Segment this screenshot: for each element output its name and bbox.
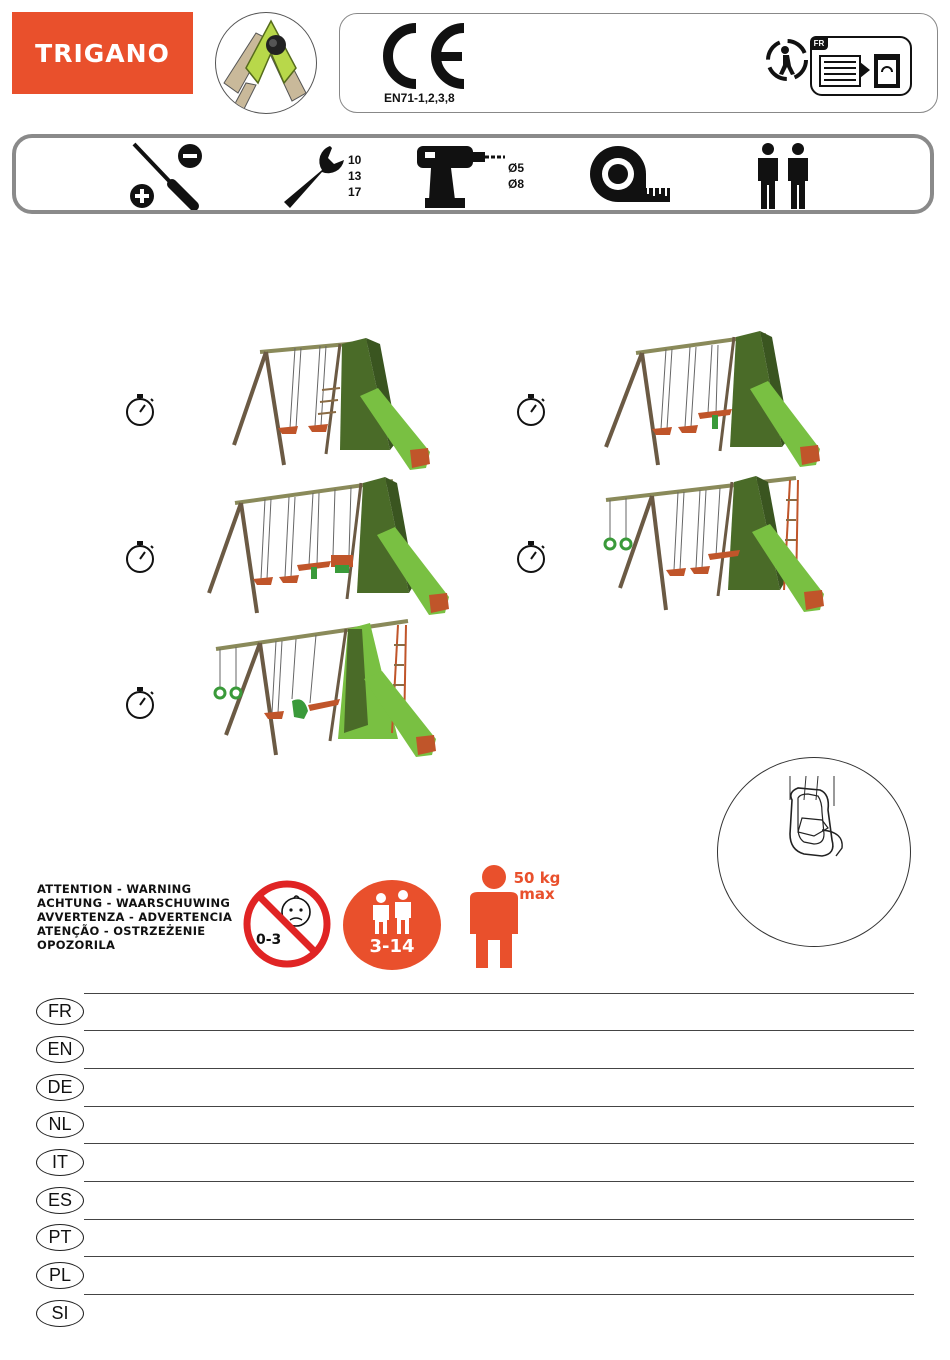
- warning-line-3: AVVERTENZA - ADVERTENCIA: [37, 910, 233, 924]
- lang-line-fr: [84, 1030, 914, 1031]
- warning-text-block: [37, 882, 232, 952]
- lang-line-pt: [84, 1256, 914, 1257]
- wrench-icon: [278, 142, 348, 210]
- max-weight-max: max: [519, 885, 555, 903]
- swing-config-3: [205, 473, 455, 618]
- timer-icon-4: [515, 539, 547, 575]
- triman-badge: [810, 36, 912, 96]
- drill-icon: [415, 142, 507, 210]
- lang-badge-de: DE: [36, 1074, 84, 1101]
- warning-line-1: ATTENTION - WARNING: [37, 882, 192, 896]
- lang-line-nl: [84, 1143, 914, 1144]
- ce-mark-icon: [380, 22, 470, 92]
- lang-separator-top: [84, 993, 914, 994]
- timer-icon-5: [124, 685, 156, 721]
- lang-line-en: [84, 1068, 914, 1069]
- swing-config-1: [230, 330, 435, 475]
- lang-badge-en: EN: [36, 1036, 84, 1063]
- standard-label: EN71-1,2,3,8: [384, 91, 455, 105]
- timer-icon-2: [515, 392, 547, 428]
- paper-bin-icon: [818, 52, 904, 90]
- warning-line-5: OPOZORILA: [37, 938, 116, 952]
- age-3-14-badge: [343, 880, 441, 970]
- screwdriver-icon: [128, 140, 208, 210]
- wrench-sizes: [348, 152, 361, 200]
- drill-bit-8: Ø8: [508, 177, 525, 191]
- bracket-part-illustration: [216, 13, 316, 113]
- lang-badge-pl: PL: [36, 1262, 84, 1289]
- warning-line-4: ATENÇÃO - OSTRZEŻENIE: [37, 924, 206, 938]
- lang-badge-nl: NL: [36, 1111, 84, 1138]
- lang-badge-it: IT: [36, 1149, 84, 1176]
- lang-line-de: [84, 1106, 914, 1107]
- swing-config-2: [600, 325, 825, 470]
- age-forbidden-label: 0-3: [256, 932, 282, 948]
- wrench-size-10: 10: [348, 153, 362, 167]
- wrench-size-17: 17: [348, 185, 362, 199]
- fr-badge-label: FR: [810, 36, 828, 50]
- lang-line-it: [84, 1181, 914, 1182]
- tape-measure-icon: [586, 144, 672, 206]
- recycling-person-icon: [765, 38, 809, 82]
- age-range-label: 3-14: [369, 936, 415, 957]
- lang-line-pl: [84, 1294, 914, 1295]
- timer-icon-3: [124, 539, 156, 575]
- wrench-size-13: 13: [348, 169, 362, 183]
- trigano-logo: TRIGANO: [12, 12, 193, 94]
- lang-line-es: [84, 1219, 914, 1220]
- drill-bits: [508, 160, 524, 192]
- children-icon: [369, 890, 417, 936]
- lang-badge-es: ES: [36, 1187, 84, 1214]
- age-0-3-prohibited-icon: [242, 880, 332, 968]
- baby-seat-detail-circle: [717, 757, 911, 947]
- drill-bit-5: Ø5: [508, 161, 525, 175]
- swing-config-4: [600, 470, 835, 615]
- two-persons-icon: [752, 141, 814, 211]
- part-detail-circle: [215, 12, 317, 114]
- warning-line-2: ACHTUNG - WAARSCHUWING: [37, 896, 231, 910]
- lang-badge-si: SI: [36, 1300, 84, 1327]
- max-weight-value: 50 kg: [513, 869, 561, 887]
- lang-badge-fr: FR: [36, 998, 84, 1025]
- swing-config-5: [212, 615, 444, 760]
- lang-badge-pt: PT: [36, 1224, 84, 1251]
- timer-icon-1: [124, 392, 156, 428]
- max-weight-label: [506, 870, 568, 902]
- baby-seat-illustration: [718, 758, 910, 946]
